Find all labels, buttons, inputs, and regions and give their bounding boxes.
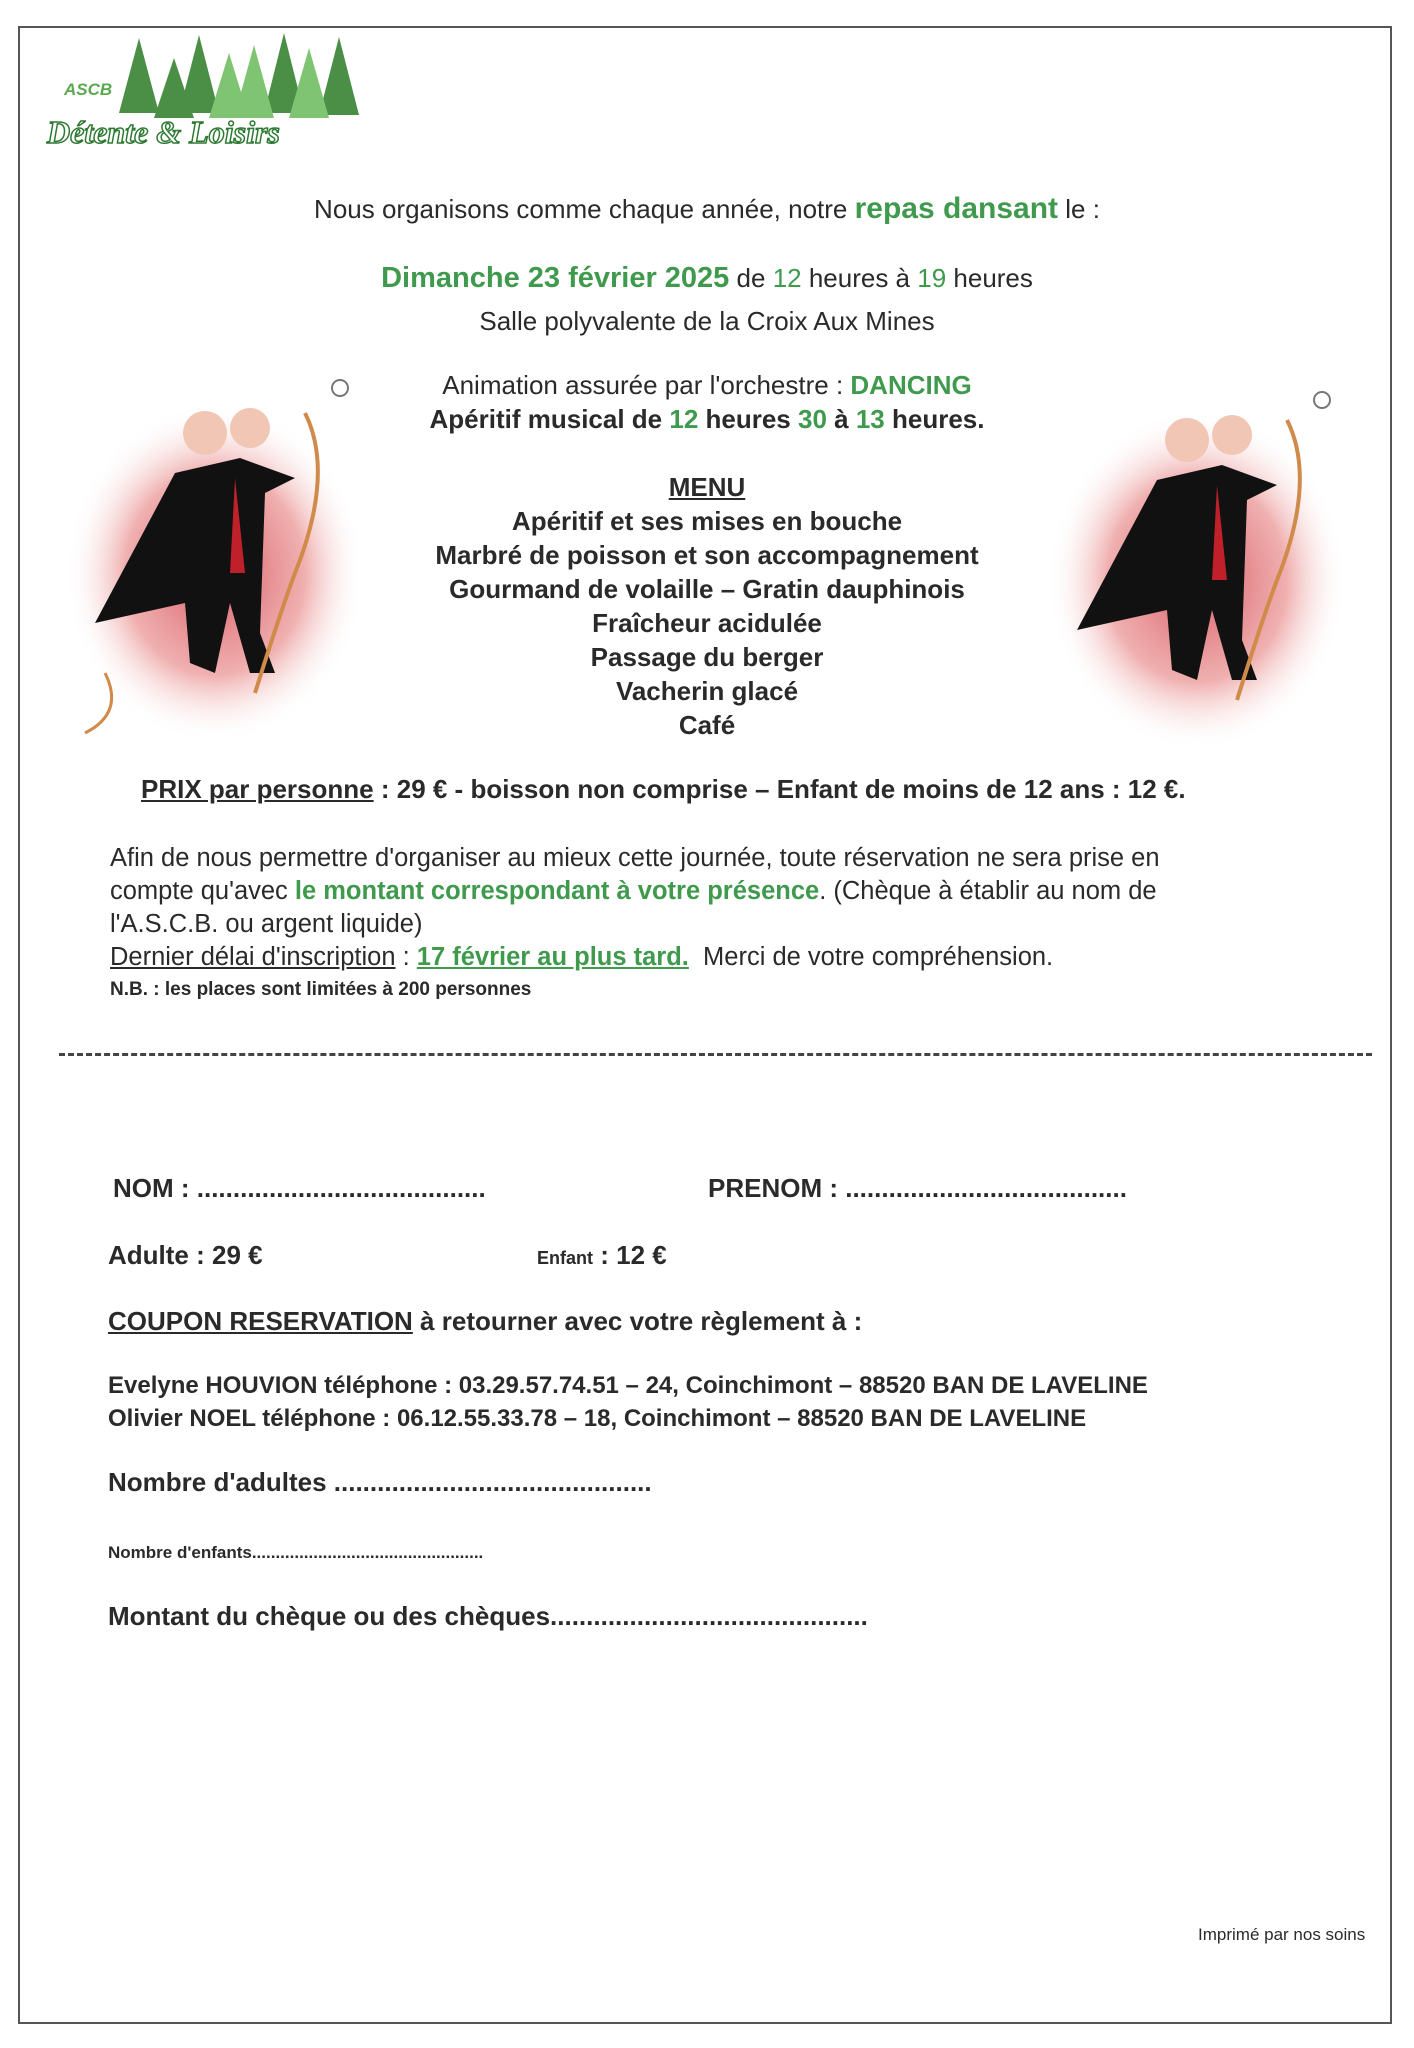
menu-title: MENU bbox=[668, 472, 746, 502]
deadline-label: Dernier délai d'inscription bbox=[110, 943, 396, 971]
thanks-text: Merci de votre compréhension. bbox=[688, 943, 1054, 971]
coupon-title-line bbox=[108, 1306, 862, 1337]
animation-text: Animation assurée par l'orchestre : bbox=[442, 370, 851, 400]
t: . (Chèque à établir au nom de bbox=[819, 877, 1157, 905]
intro-line bbox=[0, 192, 1414, 226]
menu-item: Marbré de poisson et son accompagnement bbox=[435, 540, 979, 570]
t: à bbox=[826, 404, 856, 434]
dancers-illustration-right bbox=[1047, 380, 1357, 755]
t: heures à bbox=[801, 263, 918, 293]
menu-item: Gourmand de volaille – Gratin dauphinois bbox=[449, 574, 965, 604]
deadline-date: 17 février au plus tard. bbox=[416, 943, 689, 971]
price-line bbox=[141, 774, 1186, 805]
band-name: DANCING bbox=[850, 370, 972, 400]
trees-logo-icon bbox=[39, 33, 359, 151]
prenom-field[interactable]: PRENOM : ....................................... bbox=[708, 1173, 1127, 1203]
menu-item: Passage du berger bbox=[590, 642, 824, 672]
venue: Salle polyvalente de la Croix Aux Mines bbox=[479, 306, 935, 336]
cheque-amount-field[interactable]: Montant du chèque ou des chèques............................................ bbox=[108, 1601, 868, 1631]
child-price bbox=[537, 1240, 667, 1271]
dancers-illustration-left bbox=[65, 373, 375, 748]
t: 13 bbox=[855, 404, 885, 434]
child-price-value: : 12 € bbox=[593, 1240, 667, 1270]
deadline-line bbox=[110, 941, 1053, 975]
coupon-subtitle: à retourner avec votre règlement à : bbox=[412, 1306, 863, 1336]
menu-item: Apéritif et ses mises en bouche bbox=[511, 506, 903, 536]
intro-after: le : bbox=[1058, 194, 1100, 224]
contact-evelyne: Evelyne HOUVION téléphone : 03.29.57.74.51 – 24, Coinchimont – 88520 BAN DE LAVELINE bbox=[108, 1372, 1148, 1399]
date-line bbox=[0, 260, 1414, 296]
info-line-2 bbox=[110, 875, 1157, 909]
t: 30 bbox=[798, 404, 827, 434]
start-hour: 12 bbox=[772, 263, 802, 293]
t: heures bbox=[698, 404, 798, 434]
t: de bbox=[729, 263, 773, 293]
intro-text: Nous organisons comme chaque année, notre bbox=[314, 194, 855, 224]
coupon-title: COUPON RESERVATION bbox=[108, 1306, 413, 1336]
t: heures. bbox=[884, 404, 985, 434]
logo bbox=[39, 33, 359, 151]
nom-field[interactable]: NOM : ........................................ bbox=[113, 1173, 486, 1203]
price-text: : 29 € - boisson non comprise – Enfant de moins de 12 ans : 12 €. bbox=[373, 774, 1186, 804]
children-count-field[interactable]: Nombre d'enfants................................................. bbox=[108, 1543, 484, 1562]
footer-printed: Imprimé par nos soins bbox=[1198, 1925, 1366, 1944]
event-date: Dimanche 23 février 2025 bbox=[381, 262, 730, 294]
t: Apéritif musical de bbox=[429, 404, 670, 434]
t: 12 bbox=[669, 404, 699, 434]
intro-highlight: repas dansant bbox=[854, 192, 1059, 225]
end-hour: 19 bbox=[917, 263, 947, 293]
contact-olivier: Olivier NOEL téléphone : 06.12.55.33.78 – 18, Coinchimont – 88520 BAN DE LAVELINE bbox=[108, 1405, 1087, 1432]
child-label: Enfant bbox=[537, 1248, 593, 1268]
t: heures bbox=[946, 263, 1033, 293]
info-line-3: l'A.S.C.B. ou argent liquide) bbox=[110, 910, 423, 938]
t: : bbox=[395, 943, 417, 971]
logo-name-text: Détente & Loisirs bbox=[47, 114, 280, 150]
nb-note: N.B. : les places sont limitées à 200 personnes bbox=[110, 979, 532, 1000]
adults-count-field[interactable]: Nombre d'adultes ............................................ bbox=[108, 1467, 652, 1497]
menu-item: Fraîcheur acidulée bbox=[592, 608, 822, 638]
info-line-1: Afin de nous permettre d'organiser au mieux cette journée, toute réservation ne sera prise en bbox=[110, 844, 1160, 872]
menu-item: Vacherin glacé bbox=[615, 676, 799, 706]
price-label: PRIX par personne bbox=[141, 774, 374, 804]
amount-highlight: le montant correspondant à votre présence bbox=[294, 877, 820, 905]
cut-line-divider bbox=[59, 1053, 1372, 1056]
t: compte qu'avec bbox=[110, 877, 295, 905]
adult-price: Adulte : 29 € bbox=[108, 1240, 263, 1270]
menu-item: Café bbox=[678, 710, 736, 740]
logo-org-text: ASCB bbox=[64, 80, 113, 99]
